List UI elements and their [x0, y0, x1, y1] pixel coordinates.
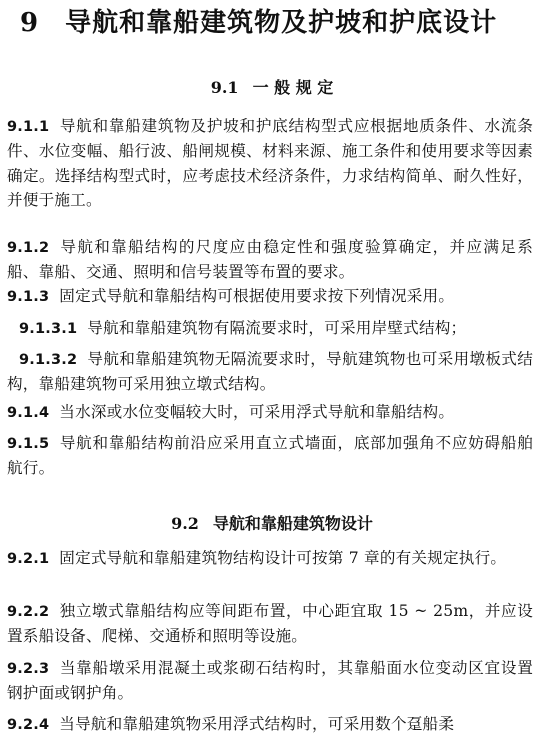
clause-number: 9.2.1 — [7, 551, 50, 567]
clause-number: 9.2.2 — [7, 604, 50, 620]
clause-text: 固定式导航和靠船建筑物结构设计可按第 7 章的有关规定执行。 — [59, 549, 507, 567]
clause-text: 导航和靠船结构前沿应采用直立式墙面，底部加强角不应妨碍船舶航行。 — [7, 434, 533, 478]
clause-number: 9.2.3 — [7, 661, 50, 677]
clause-text: 当导航和靠船建筑物采用浮式结构时，可采用数个趸船柔 — [59, 715, 455, 733]
section-heading — [0, 75, 544, 98]
section-number: 9.2 — [171, 514, 199, 533]
subclause-paragraph — [7, 347, 533, 397]
clause-number: 9.1.3 — [7, 289, 50, 305]
section-title: 导航和靠船建筑物设计 — [212, 514, 373, 533]
clause-number: 9.2.4 — [7, 717, 50, 733]
clause-number: 9.1.3.2 — [19, 352, 78, 368]
clause-text: 独立墩式靠船结构应等间距布置，中心距宜取 15 ~ 25m，并应设置系船设备、爬梯、交通桥和照明等设施。 — [7, 602, 533, 646]
clause-paragraph — [7, 656, 533, 706]
clause-paragraph — [7, 400, 533, 425]
subclause-paragraph — [19, 316, 533, 341]
clause-text: 当水深或水位变幅较大时，可采用浮式导航和靠船结构。 — [59, 403, 455, 421]
clause-number: 9.1.3.1 — [19, 321, 78, 337]
clause-paragraph — [7, 114, 533, 212]
clause-number: 9.1.5 — [7, 436, 50, 452]
clause-number: 9.1.2 — [7, 240, 50, 256]
section-title: 一 般 规 定 — [252, 78, 334, 97]
clause-text: 导航和靠船建筑物有隔流要求时，可采用岸壁式结构； — [87, 319, 467, 337]
clause-paragraph — [7, 431, 533, 481]
section-number: 9.1 — [210, 78, 239, 97]
clause-paragraph — [7, 599, 533, 649]
clause-paragraph — [7, 235, 533, 285]
clause-text: 导航和靠船建筑物及护坡和护底结构型式应根据地质条件、水流条件、水位变幅、船行波、船闸规模、材料来源、施工条件和使用要求等因素确定。选择结构型式时，应考虑技术经济条件，力求结构简单、耐久性好，并便于施工。 — [7, 117, 533, 209]
clause-text: 导航和靠船建筑物无隔流要求时，导航建筑物也可采用墩板式结构，靠船建筑物可采用独立墩式结构。 — [7, 350, 533, 394]
clause-number: 9.1.4 — [7, 405, 50, 421]
clause-paragraph — [7, 284, 533, 309]
chapter-heading — [20, 2, 497, 39]
clause-paragraph — [7, 712, 533, 737]
chapter-number: 9 — [20, 8, 40, 38]
clause-text: 固定式导航和靠船结构可根据使用要求按下列情况采用。 — [59, 287, 455, 305]
clause-paragraph — [7, 546, 533, 571]
clause-text: 导航和靠船结构的尺度应由稳定性和强度验算确定，并应满足系船、靠船、交通、照明和信号装置等布置的要求。 — [7, 238, 533, 282]
chapter-title: 导航和靠船建筑物及护坡和护底设计 — [65, 8, 498, 38]
section-heading — [0, 511, 544, 534]
clause-text: 当靠船墩采用混凝土或浆砌石结构时，其靠船面水位变动区宜设置钢护面或钢护角。 — [7, 659, 533, 703]
clause-number: 9.1.1 — [7, 119, 50, 135]
